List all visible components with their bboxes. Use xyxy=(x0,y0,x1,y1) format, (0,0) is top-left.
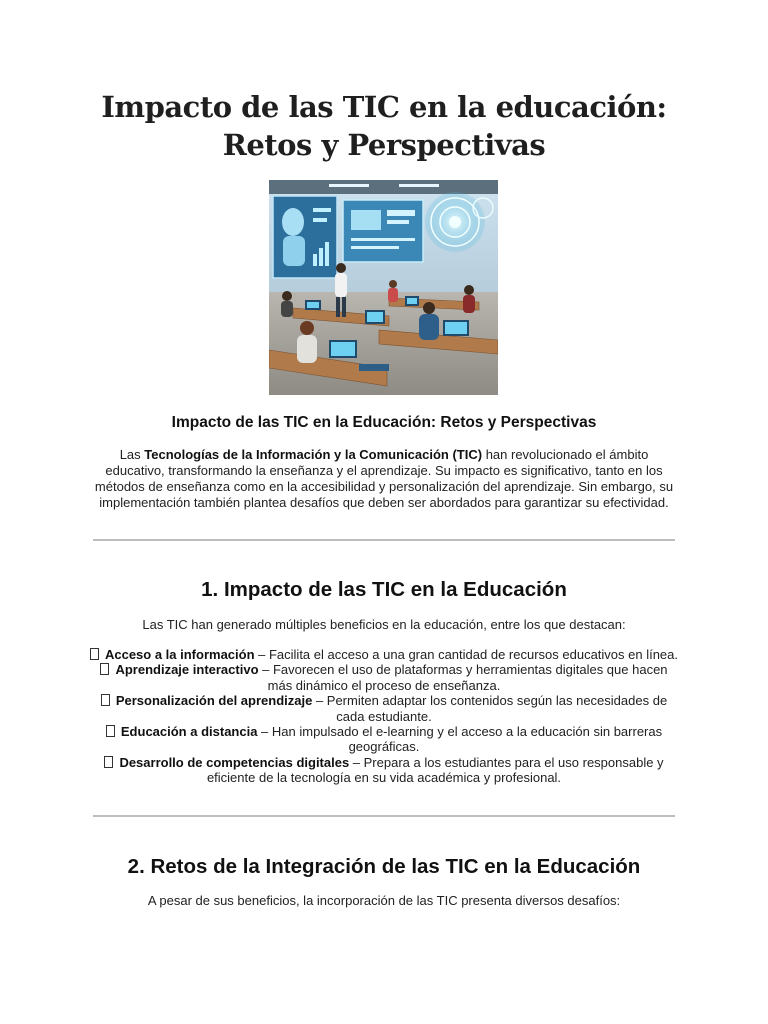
benefits-list xyxy=(88,647,680,786)
intro-tic-term: Tecnologías de la Información y la Comunicación (TIC) xyxy=(144,447,483,462)
list-item xyxy=(88,693,680,724)
intro-text-end: han revolucionado el ámbito educativo, transformando la enseñanza y el aprendizaje. Su impacto es significativo, tanto en los métodos de enseñanza como en la accesibilidad y personalización del aprendizaje. Sin embargo, su implementación también plantea desafíos que deben ser abordados para garantizar su efectividad. xyxy=(94,447,674,510)
intro-paragraph xyxy=(92,447,676,511)
section-1-lead: Las TIC han generado múltiples beneficios en la educación, entre los que destacan: xyxy=(142,617,626,632)
intro-text-start: Las xyxy=(119,447,145,462)
benefit-term: Personalización del aprendizaje xyxy=(115,693,313,709)
bullet-icon xyxy=(100,663,109,675)
benefit-term: Educación a distancia xyxy=(120,724,258,740)
benefit-text: – Han impulsado el e-learning y el acceso a la educación sin barreras geográficas. xyxy=(257,724,663,755)
benefit-text: – Permiten adaptar los contenidos según las necesidades de cada estudiante. xyxy=(312,693,668,724)
section-2-heading: 2. Retos de la Integración de las TIC en la Educación xyxy=(127,855,641,878)
bullet-icon xyxy=(106,725,115,737)
bullet-icon xyxy=(90,648,99,660)
hero-image xyxy=(269,180,498,395)
section-divider xyxy=(93,539,675,541)
classroom-technology-illustration-icon xyxy=(269,180,498,395)
list-item xyxy=(88,724,680,755)
document-subtitle: Impacto de las TIC en la Educación: Retos y Perspectivas xyxy=(171,414,597,431)
section-2-lead: A pesar de sus beneficios, la incorporación de las TIC presenta diversos desafíos: xyxy=(147,893,621,908)
section-divider xyxy=(93,815,675,817)
benefit-term: Desarrollo de competencias digitales xyxy=(119,754,350,770)
benefit-text: – Favorecen el uso de plataformas y herramientas digitales que hacen más dinámico el proceso de enseñanza. xyxy=(258,662,668,693)
benefit-text: – Prepara a los estudiantes para el uso responsable y eficiente de la tecnología en su vida académica y profesional. xyxy=(206,754,664,786)
benefit-term: Aprendizaje interactivo xyxy=(115,662,259,678)
list-item xyxy=(88,662,680,693)
bullet-icon xyxy=(101,694,110,706)
benefit-term: Acceso a la información xyxy=(104,647,255,662)
section-1-heading: 1. Impacto de las TIC en la Educación xyxy=(201,578,567,601)
bullet-icon xyxy=(104,756,113,768)
list-item xyxy=(88,755,680,786)
document-title: Impacto de las TIC en la educación: Retos y Perspectivas xyxy=(101,90,667,162)
benefit-text: – Facilita el acceso a una gran cantidad de recursos educativos en línea. xyxy=(254,647,679,662)
list-item xyxy=(88,647,680,662)
